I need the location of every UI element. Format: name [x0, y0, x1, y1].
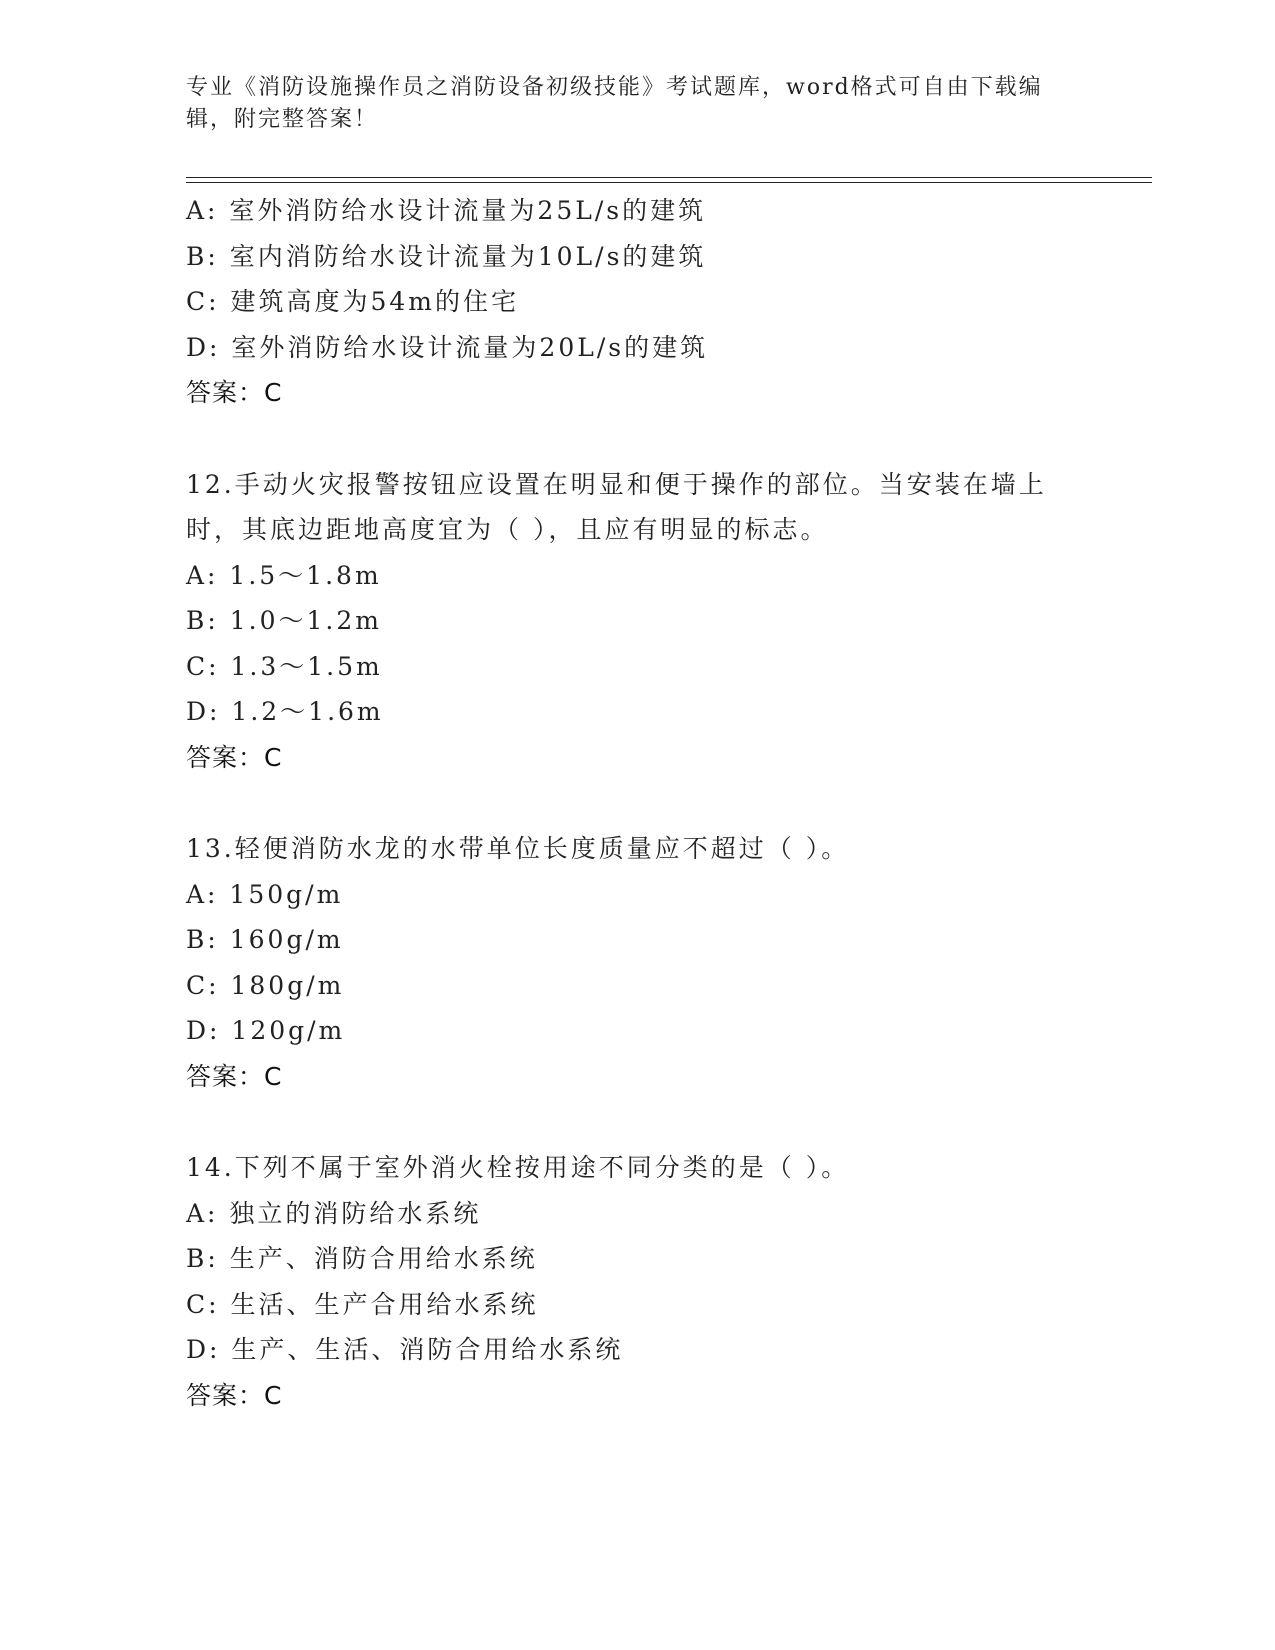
document-header	[186, 72, 1086, 136]
option-b: B: 1.0～1.2m	[186, 606, 382, 635]
question-13	[186, 826, 1152, 1099]
question-list	[186, 188, 1152, 1418]
option-d: D: 120g/m	[186, 1016, 346, 1045]
option-a: A: 室外消防给水设计流量为25L/s的建筑	[186, 196, 707, 225]
option-a: A: 1.5～1.8m	[186, 560, 382, 590]
spacer	[186, 416, 1152, 462]
question-stem-line-1: 14.下列不属于室外消火栓按用途不同分类的是（ ）。	[186, 1153, 850, 1182]
answer: 答案：C	[186, 378, 283, 407]
answer: 答案：C	[186, 1380, 283, 1410]
option-a: A: 独立的消防给水系统	[186, 1198, 482, 1228]
spacer	[186, 780, 1152, 826]
question-stem-line-2: 时，其底边距地高度宜为（ ），且应有明显的标志。	[186, 515, 829, 544]
question-stem-line-1: 13.轻便消防水龙的水带单位长度质量应不超过（ ）。	[186, 834, 850, 863]
option-c: C: 生活、生产合用给水系统	[186, 1289, 539, 1319]
header-divider-bottom	[186, 182, 1152, 183]
option-c: C: 180g/m	[186, 970, 345, 1000]
option-b: B: 室内消防给水设计流量为10L/s的建筑	[186, 241, 707, 271]
spacer	[186, 1099, 1152, 1145]
question-14	[186, 1145, 1152, 1418]
option-c: C: 建筑高度为54m的住宅	[186, 287, 520, 316]
answer: 答案：C	[186, 742, 283, 772]
option-c: C: 1.3～1.5m	[186, 651, 383, 681]
question-11	[186, 188, 1152, 416]
option-d: D: 室外消防给水设计流量为20L/s的建筑	[186, 332, 709, 362]
option-a: A: 150g/m	[186, 879, 344, 909]
header-line-2: 辑，附完整答案！	[186, 107, 379, 132]
header-line-1: 专业《消防设施操作员之消防设备初级技能》考试题库，word格式可自由下载编	[186, 75, 1043, 100]
header-divider-top	[186, 177, 1152, 178]
answer: 答案：C	[186, 1061, 283, 1091]
question-stem-line-1: 12.手动火灾报警按钮应设置在明显和便于操作的部位。当安装在墙上	[186, 469, 1047, 499]
option-d: D: 1.2～1.6m	[186, 697, 384, 726]
question-12	[186, 462, 1152, 781]
option-b: B: 160g/m	[186, 925, 344, 954]
option-b: B: 生产、消防合用给水系统	[186, 1244, 538, 1273]
option-d: D: 生产、生活、消防合用给水系统	[186, 1335, 624, 1364]
